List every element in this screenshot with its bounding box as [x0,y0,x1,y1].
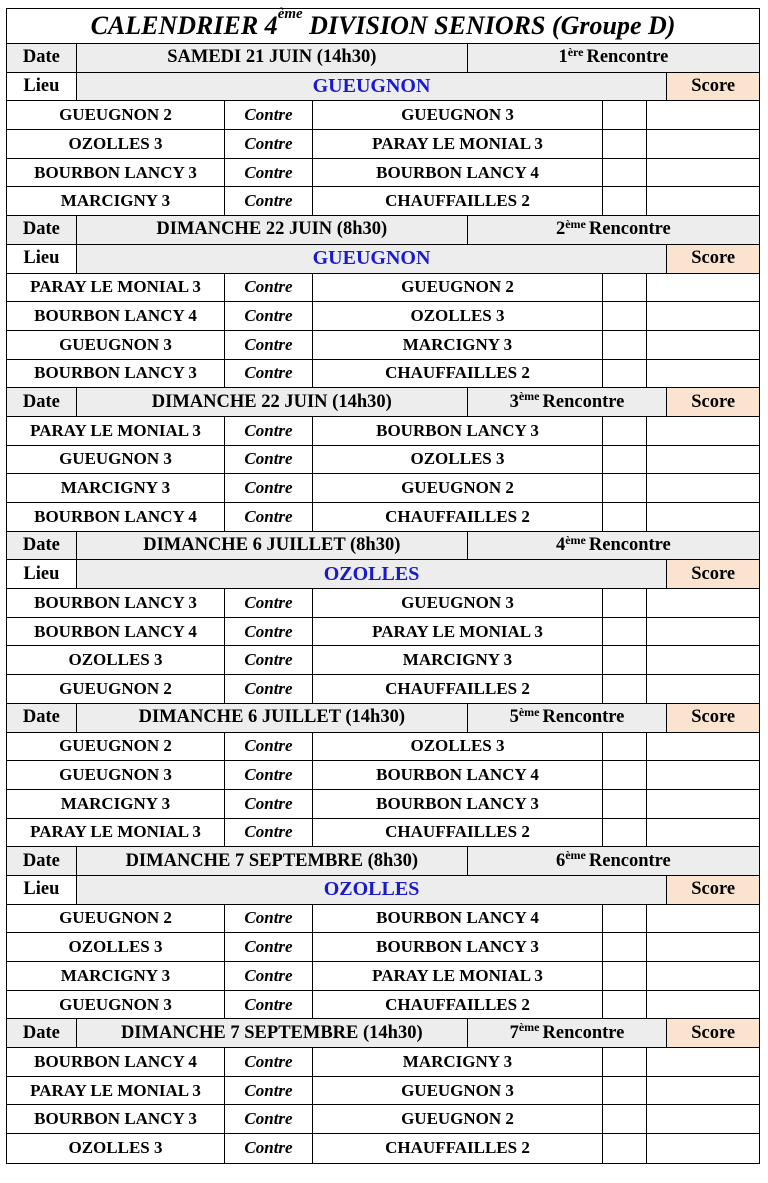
versus-label: Contre [225,646,313,674]
score-away-cell [647,130,691,158]
away-team: OZOLLES 3 [313,446,603,474]
home-team: GUEUGNON 2 [7,733,225,761]
versus-label: Contre [225,1105,313,1133]
match-row [7,101,759,130]
lieu-label: Lieu [7,876,77,904]
round-number-value: 2 [555,219,566,240]
match-row [7,618,759,647]
away-team: CHAUFFAILLES 2 [313,503,603,531]
score-home-cell [603,1048,647,1076]
date-label: Date [7,44,77,72]
score-home-cell [603,589,647,617]
versus-label: Contre [225,159,313,187]
round-number-value: 1 [558,47,568,68]
lieu-label: Lieu [7,245,77,273]
score-home-cell [603,417,647,445]
match-row [7,933,759,962]
round-number-suffix: ère [567,44,584,59]
away-team: CHAUFFAILLES 2 [313,187,603,215]
score-home-cell [603,905,647,933]
round-header-row [7,704,759,733]
rounds-container [7,44,759,1163]
round-date: DIMANCHE 22 JUIN (14h30) [77,388,468,416]
round-number [468,532,759,560]
versus-label: Contre [225,675,313,703]
round-number-value: 3 [509,391,519,412]
score-away-cell [647,1105,691,1133]
versus-label: Contre [225,962,313,990]
versus-label: Contre [225,417,313,445]
away-team: CHAUFFAILLES 2 [313,1134,603,1163]
rencontre-label: Rencontre [542,1022,625,1043]
away-team: PARAY LE MONIAL 3 [313,962,603,990]
match-row [7,733,759,762]
versus-label: Contre [225,589,313,617]
away-team: BOURBON LANCY 3 [313,933,603,961]
round-date: DIMANCHE 6 JUILLET (14h30) [77,704,468,732]
venue-row [7,876,759,905]
score-home-cell [603,274,647,302]
score-away-cell [647,991,691,1019]
date-label: Date [7,847,77,875]
round-header-row [7,847,759,876]
page-title: CALENDRIER 4ème DIVISION SENIORS (Groupe D) [7,9,759,44]
home-team: GUEUGNON 3 [7,331,225,359]
score-header: Score [667,245,759,273]
away-team: PARAY LE MONIAL 3 [313,618,603,646]
home-team: MARCIGNY 3 [7,187,225,215]
away-team: GUEUGNON 2 [313,274,603,302]
round-header-row [7,44,759,73]
score-home-cell [603,991,647,1019]
away-team: GUEUGNON 3 [313,589,603,617]
match-row [7,589,759,618]
away-team: BOURBON LANCY 4 [313,905,603,933]
round-header-row [7,216,759,245]
score-home-cell [603,1077,647,1105]
match-row [7,1048,759,1077]
home-team: BOURBON LANCY 3 [7,159,225,187]
score-away-cell [647,159,691,187]
round-header-row [7,532,759,561]
versus-label: Contre [225,1077,313,1105]
score-home-cell [603,474,647,502]
score-home-cell [603,159,647,187]
away-team: MARCIGNY 3 [313,646,603,674]
score-away-cell [647,962,691,990]
score-home-cell [603,618,647,646]
away-team: BOURBON LANCY 4 [313,159,603,187]
versus-label: Contre [225,1048,313,1076]
home-team: GUEUGNON 3 [7,991,225,1019]
round-number [468,1019,667,1047]
versus-label: Contre [225,905,313,933]
score-home-cell [603,331,647,359]
match-row [7,905,759,934]
match-row [7,159,759,188]
match-row [7,1134,759,1163]
away-team: PARAY LE MONIAL 3 [313,130,603,158]
versus-label: Contre [225,819,313,847]
score-header: Score [667,560,759,588]
away-team: GUEUGNON 3 [313,101,603,129]
versus-label: Contre [225,446,313,474]
away-team: CHAUFFAILLES 2 [313,360,603,388]
match-row [7,417,759,446]
score-away-cell [647,1048,691,1076]
away-team: CHAUFFAILLES 2 [313,991,603,1019]
score-away-cell [647,790,691,818]
away-team: OZOLLES 3 [313,302,603,330]
home-team: BOURBON LANCY 3 [7,1105,225,1133]
venue-name: OZOLLES [77,876,667,904]
rencontre-label: Rencontre [588,535,671,556]
round-date: DIMANCHE 6 JUILLET (8h30) [77,532,468,560]
away-team: GUEUGNON 2 [313,474,603,502]
score-away-cell [647,733,691,761]
score-away-cell [647,1134,691,1163]
match-row [7,675,759,704]
versus-label: Contre [225,274,313,302]
home-team: MARCIGNY 3 [7,790,225,818]
away-team: BOURBON LANCY 3 [313,790,603,818]
versus-label: Contre [225,474,313,502]
home-team: BOURBON LANCY 3 [7,589,225,617]
score-header: Score [667,73,759,101]
venue-name: GUEUGNON [77,245,667,273]
score-header: Score [667,1019,759,1047]
home-team: GUEUGNON 2 [7,101,225,129]
rencontre-label: Rencontre [588,219,671,240]
score-away-cell [647,905,691,933]
versus-label: Contre [225,302,313,330]
home-team: BOURBON LANCY 4 [7,618,225,646]
rencontre-label: Rencontre [586,47,669,68]
score-away-cell [647,589,691,617]
round-number-suffix: ème [565,848,586,863]
versus-label: Contre [225,130,313,158]
match-row [7,274,759,303]
home-team: BOURBON LANCY 4 [7,1048,225,1076]
score-home-cell [603,933,647,961]
score-away-cell [647,446,691,474]
match-row [7,130,759,159]
score-home-cell [603,446,647,474]
date-label: Date [7,1019,77,1047]
score-away-cell [647,675,691,703]
versus-label: Contre [225,331,313,359]
versus-label: Contre [225,733,313,761]
score-home-cell [603,187,647,215]
versus-label: Contre [225,503,313,531]
round-number [468,388,667,416]
score-header: Score [667,388,759,416]
score-away-cell [647,331,691,359]
round-number-value: 6 [555,850,566,871]
versus-label: Contre [225,1134,313,1163]
round-number-suffix: ème [518,1020,540,1035]
match-row [7,360,759,389]
away-team: CHAUFFAILLES 2 [313,675,603,703]
lieu-label: Lieu [7,560,77,588]
score-away-cell [647,360,691,388]
match-row [7,1105,759,1134]
score-away-cell [647,101,691,129]
lieu-label: Lieu [7,73,77,101]
home-team: MARCIGNY 3 [7,962,225,990]
home-team: OZOLLES 3 [7,130,225,158]
versus-label: Contre [225,101,313,129]
home-team: PARAY LE MONIAL 3 [7,274,225,302]
rencontre-label: Rencontre [542,707,625,728]
score-away-cell [647,503,691,531]
round-number [468,44,759,72]
round-date: SAMEDI 21 JUIN (14h30) [77,44,468,72]
versus-label: Contre [225,761,313,789]
match-row [7,187,759,216]
home-team: OZOLLES 3 [7,1134,225,1163]
match-row [7,331,759,360]
match-row [7,819,759,848]
score-home-cell [603,1105,647,1133]
round-header-row [7,388,759,417]
round-number-value: 4 [555,535,566,556]
score-home-cell [603,962,647,990]
versus-label: Contre [225,360,313,388]
versus-label: Contre [225,618,313,646]
venue-name: GUEUGNON [77,73,667,101]
score-home-cell [603,302,647,330]
home-team: MARCIGNY 3 [7,474,225,502]
home-team: OZOLLES 3 [7,646,225,674]
away-team: CHAUFFAILLES 2 [313,819,603,847]
score-away-cell [647,618,691,646]
round-number [468,847,759,875]
round-date: DIMANCHE 7 SEPTEMBRE (8h30) [77,847,468,875]
score-home-cell [603,101,647,129]
home-team: PARAY LE MONIAL 3 [7,1077,225,1105]
score-home-cell [603,819,647,847]
home-team: GUEUGNON 2 [7,675,225,703]
score-home-cell [603,733,647,761]
venue-row [7,73,759,102]
score-home-cell [603,790,647,818]
score-away-cell [647,1077,691,1105]
score-home-cell [603,130,647,158]
home-team: BOURBON LANCY 4 [7,302,225,330]
versus-label: Contre [225,991,313,1019]
home-team: BOURBON LANCY 3 [7,360,225,388]
score-header: Score [667,704,759,732]
score-away-cell [647,761,691,789]
round-number-value: 7 [509,1022,519,1043]
home-team: GUEUGNON 2 [7,905,225,933]
match-row [7,446,759,475]
home-team: PARAY LE MONIAL 3 [7,819,225,847]
score-away-cell [647,274,691,302]
score-away-cell [647,417,691,445]
score-away-cell [647,819,691,847]
home-team: OZOLLES 3 [7,933,225,961]
away-team: BOURBON LANCY 4 [313,761,603,789]
versus-label: Contre [225,187,313,215]
score-away-cell [647,302,691,330]
match-row [7,503,759,532]
match-row [7,790,759,819]
away-team: OZOLLES 3 [313,733,603,761]
venue-name: OZOLLES [77,560,667,588]
score-home-cell [603,1134,647,1163]
away-team: MARCIGNY 3 [313,331,603,359]
home-team: PARAY LE MONIAL 3 [7,417,225,445]
match-row [7,646,759,675]
home-team: GUEUGNON 3 [7,761,225,789]
round-number-suffix: ème [518,389,540,404]
away-team: MARCIGNY 3 [313,1048,603,1076]
venue-row [7,245,759,274]
match-row [7,1077,759,1106]
score-home-cell [603,360,647,388]
score-away-cell [647,474,691,502]
versus-label: Contre [225,933,313,961]
date-label: Date [7,388,77,416]
date-label: Date [7,704,77,732]
score-away-cell [647,646,691,674]
score-header: Score [667,876,759,904]
away-team: BOURBON LANCY 3 [313,417,603,445]
away-team: GUEUGNON 3 [313,1077,603,1105]
round-number-value: 5 [509,707,519,728]
round-number-suffix: ème [518,704,540,719]
match-row [7,474,759,503]
round-date: DIMANCHE 7 SEPTEMBRE (14h30) [77,1019,468,1047]
rencontre-label: Rencontre [588,850,671,871]
rencontre-label: Rencontre [542,391,625,412]
match-row [7,991,759,1020]
calendar-sheet [6,8,760,1164]
score-home-cell [603,675,647,703]
venue-row [7,560,759,589]
score-home-cell [603,761,647,789]
home-team: GUEUGNON 3 [7,446,225,474]
away-team: GUEUGNON 2 [313,1105,603,1133]
round-number [468,216,759,244]
round-date: DIMANCHE 22 JUIN (8h30) [77,216,468,244]
date-label: Date [7,532,77,560]
score-home-cell [603,503,647,531]
score-away-cell [647,933,691,961]
round-number [468,704,667,732]
match-row [7,962,759,991]
round-header-row [7,1019,759,1048]
home-team: BOURBON LANCY 4 [7,503,225,531]
score-away-cell [647,187,691,215]
match-row [7,761,759,790]
score-home-cell [603,646,647,674]
date-label: Date [7,216,77,244]
match-row [7,302,759,331]
round-number-suffix: ème [565,216,586,231]
versus-label: Contre [225,790,313,818]
round-number-suffix: ème [565,532,586,547]
